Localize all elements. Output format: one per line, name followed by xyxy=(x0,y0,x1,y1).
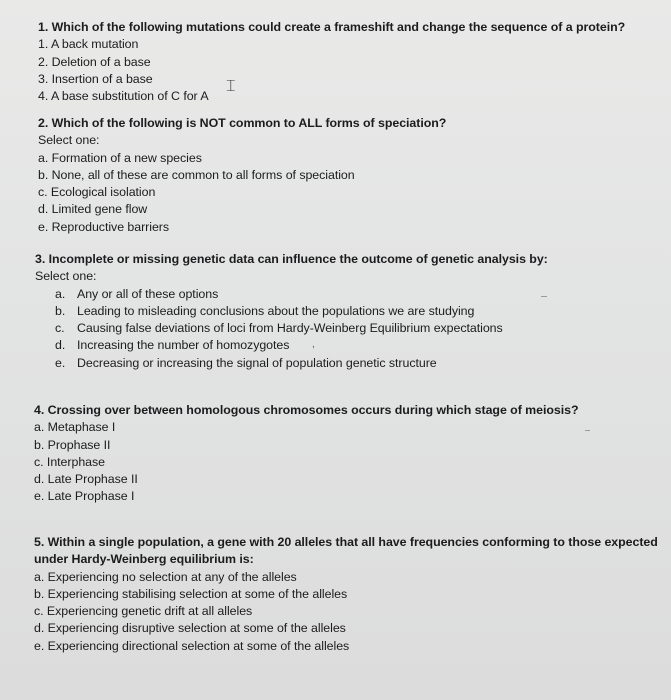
question-3-option-d xyxy=(35,337,548,354)
question-3-prompt: Select one: xyxy=(35,269,97,284)
question-5-option-a: a. Experiencing no selection at any of the alleles xyxy=(34,569,297,584)
text-cursor-icon: ⌶ xyxy=(226,76,236,95)
question-4-option-c: c. Interphase xyxy=(34,454,105,469)
question-3-option-e xyxy=(35,355,548,372)
question-5-stem: 5. Within a single population, a gene with 20 alleles that all have frequencies conforming to those expected under Hardy-Weinberg equilibrium is: xyxy=(34,535,658,567)
question-4-option-e: e. Late Prophase I xyxy=(34,489,135,504)
question-2-option-b: b. None, all of these are common to all forms of speciation xyxy=(38,167,355,182)
question-4-option-b: b. Prophase II xyxy=(34,437,111,452)
option-text: Leading to misleading conclusions about the populations we are studying xyxy=(77,303,475,318)
question-2-option-e: e. Reproductive barriers xyxy=(38,219,170,234)
option-text: Decreasing or increasing the signal of population genetic structure xyxy=(77,355,437,370)
question-3-option-b xyxy=(35,303,548,320)
option-text: Causing false deviations of loci from Hardy-Weinberg Equilibrium expectations xyxy=(77,321,503,336)
question-3-option-a xyxy=(35,286,548,303)
question-4-option-d: d. Late Prophase II xyxy=(34,472,138,487)
stray-dash xyxy=(541,296,547,297)
question-1-option-3: 3. Insertion of a base xyxy=(38,71,153,86)
question-1 xyxy=(38,19,625,105)
option-letter: d. xyxy=(55,338,66,353)
question-5-option-b: b. Experiencing stabilising selection at some of the alleles xyxy=(34,586,348,601)
question-5-option-e: e. Experiencing directional selection at some of the alleles xyxy=(34,638,350,653)
stray-mark: , xyxy=(312,339,315,350)
question-3 xyxy=(35,251,548,372)
question-2-option-d: d. Limited gene flow xyxy=(38,202,148,217)
question-1-stem: 1. Which of the following mutations could create a frameshift and change the sequence of a protein? xyxy=(38,20,626,34)
option-text: Any or all of these options xyxy=(77,286,219,301)
question-1-option-2: 2. Deletion of a base xyxy=(38,54,151,69)
question-1-option-1: 1. A back mutation xyxy=(38,37,139,52)
question-4-option-a: a. Metaphase I xyxy=(34,420,116,435)
option-letter: c. xyxy=(55,321,65,336)
question-3-stem: 3. Incomplete or missing genetic data can influence the outcome of genetic analysis by: xyxy=(35,252,548,266)
question-5 xyxy=(34,534,664,655)
question-2-option-c: c. Ecological isolation xyxy=(38,185,156,200)
question-2 xyxy=(38,115,446,236)
question-2-prompt: Select one: xyxy=(38,133,100,148)
question-3-option-c xyxy=(35,320,548,337)
question-4-stem: 4. Crossing over between homologous chromosomes occurs during which stage of meiosis? xyxy=(34,403,579,417)
question-1-option-4: 4. A base substitution of C for A xyxy=(38,89,209,104)
question-5-option-d: d. Experiencing disruptive selection at some of the alleles xyxy=(34,621,346,636)
stray-dash xyxy=(585,430,590,431)
question-2-option-a: a. Formation of a new species xyxy=(38,150,202,165)
question-5-option-c: c. Experiencing genetic drift at all alleles xyxy=(34,604,253,619)
question-2-stem: 2. Which of the following is NOT common to ALL forms of speciation? xyxy=(38,116,447,130)
option-letter: b. xyxy=(55,303,66,318)
option-letter: e. xyxy=(55,355,66,370)
question-4 xyxy=(34,402,579,506)
option-letter: a. xyxy=(55,286,66,301)
option-text: Increasing the number of homozygotes xyxy=(77,338,290,353)
